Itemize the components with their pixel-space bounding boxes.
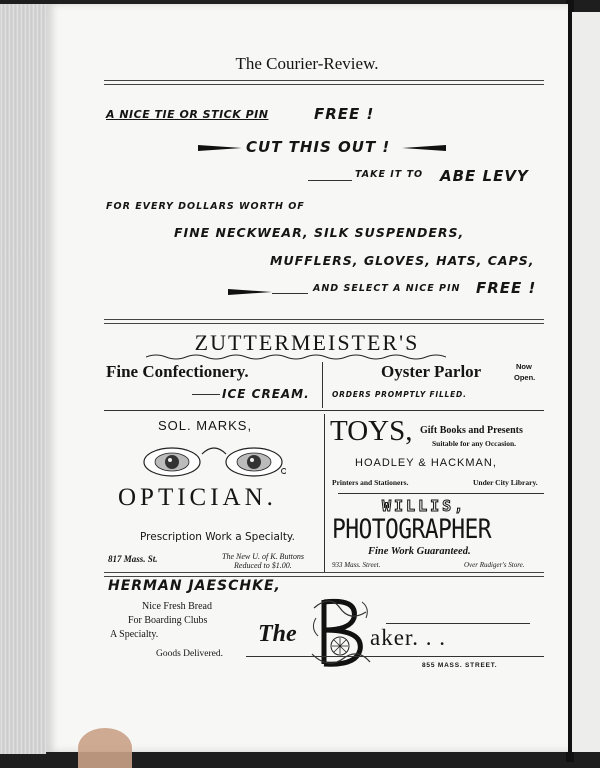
spectacles-illustration [142,440,286,482]
section-rule-2 [104,410,544,411]
baker-label: aker. . . [370,625,447,650]
willis-location: Over Rudiger's Store. [464,561,525,569]
willis-tagline: Fine Work Guaranteed. [368,546,471,557]
zuttermeister-name: ZUTTERMEISTER'S [194,330,420,355]
zuttermeister-divider [322,362,323,408]
levy-line3-rule [308,180,352,181]
hoadley-location: Under City Library. [473,478,538,487]
section-rule-3 [104,572,544,577]
column-divider [324,414,325,572]
marks-note-2: Reduced to $1.00. [234,561,292,570]
toys-heading: TOYS, [330,415,413,447]
levy-line7: AND SELECT A NICE PIN [313,283,461,294]
levy-line4: FOR EVERY DOLLARS WORTH OF [106,201,305,212]
marks-note-1: The New U. of K. Buttons [222,552,305,561]
marks-name: SOL. MARKS, [158,418,253,433]
ice-cream-rule [192,394,220,395]
levy-line1: A NICE TIE OR STICK PIN [106,108,269,121]
levy-free-2: FREE ! [476,279,537,297]
levy-line5: FINE NECKWEAR, SILK SUSPENDERS, [174,225,465,240]
the-label: The [258,621,297,647]
confectionery-title: Fine Confectionery. [106,362,249,381]
thumb [78,728,132,768]
jaeschke-address: 855 MASS. STREET. [422,662,498,669]
levy-wedge-bottom [228,289,272,295]
willis-name: WILLIS, [382,497,467,515]
facing-page-edge [572,12,600,752]
levy-name: ABE LEVY [440,167,529,185]
gift-books: Gift Books and Presents [420,425,523,436]
photographer-title: PHOTOGRAPHER [332,515,491,545]
masthead-rule [104,80,544,85]
section-rule-1 [104,319,544,324]
wavy-rule [146,353,446,361]
open-label: Open. [514,373,536,382]
levy-line6: MUFFLERS, GLOVES, HATS, CAPS, [270,253,535,268]
jaeschke-line4: Goods Delivered. [156,649,224,659]
baker-rule-bottom [246,656,544,657]
marks-address: 817 Mass. St. [108,554,158,564]
newspaper-page [46,4,568,752]
orders-promptly: ORDERS PROMPTLY FILLED. [332,390,467,399]
ornate-b-illustration [310,594,372,672]
hoadley-rule [338,493,544,494]
baker-rule-top [386,623,530,624]
ice-cream: ICE CREAM. [222,387,310,401]
jaeschke-line3: A Specialty. [110,629,159,640]
levy-free-1: FREE ! [314,105,375,123]
levy-line3: TAKE IT TO [355,169,424,180]
book-page-edges [0,4,46,754]
gift-occasion: Suitable for any Occasion. [432,439,517,448]
jaeschke-line1: Nice Fresh Bread [142,601,212,612]
levy-line2: CUT THIS OUT ! [246,138,391,156]
optician-title: OPTICIAN. [118,484,277,511]
now-label: Now [516,362,532,371]
oyster-parlor-title: Oyster Parlor [381,362,482,381]
masthead: The Courier-Review. [235,54,379,73]
hoadley-printers: Printers and Stationers. [332,478,409,487]
jaeschke-name: HERMAN JAESCHKE, [108,578,281,594]
levy-wedge-left [198,145,242,151]
levy-wedge-right [402,145,446,151]
jaeschke-line2: For Boarding Clubs [128,615,208,626]
levy-line7-rule [272,293,308,294]
marks-tagline: Prescription Work a Specialty. [140,531,295,543]
hoadley-name: HOADLEY & HACKMAN, [355,457,497,469]
willis-address: 933 Mass. Street. [332,561,381,569]
